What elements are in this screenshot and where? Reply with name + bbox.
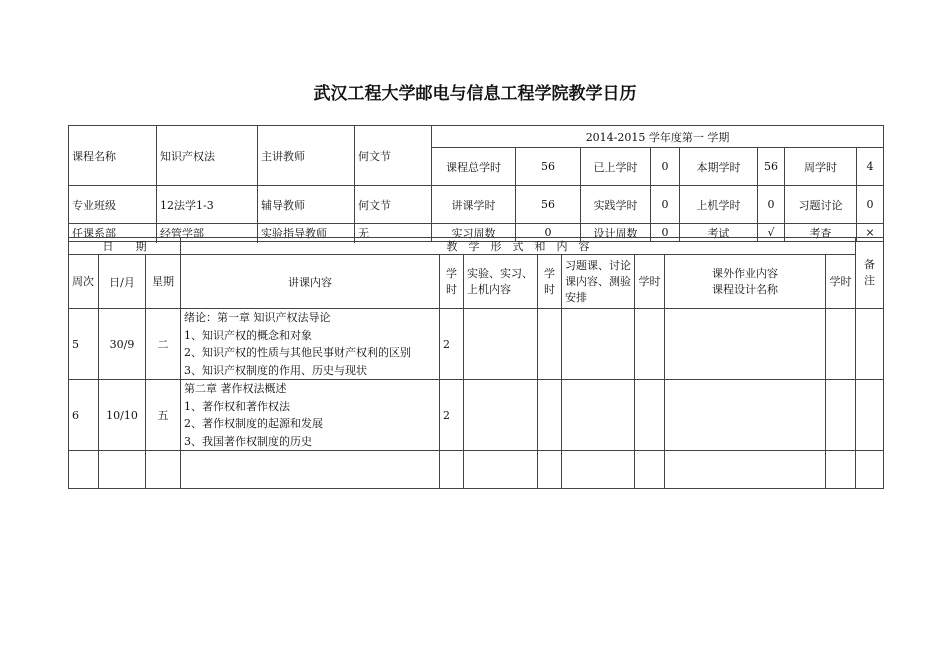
row-date: 30/9 <box>99 309 146 380</box>
col-lab-hours: 学时 <box>538 255 562 309</box>
row-lecture-content <box>181 309 440 380</box>
col-homework: 课外作业内容 课程设计名称 <box>665 255 826 309</box>
design-weeks-label: 设计周数 <box>581 224 651 242</box>
row-exercise-hours <box>635 309 665 380</box>
lecture-line: 第二章 著作权法概述 <box>184 382 287 395</box>
empty-cell <box>99 451 146 489</box>
practice-hours-label: 实践学时 <box>581 186 651 224</box>
lecture-line: 1、知识产权的概念和对象 <box>184 328 312 342</box>
col-homework-hours: 学时 <box>826 255 856 309</box>
lecture-hours-label: 讲课学时 <box>432 186 516 224</box>
term-hours: 56 <box>758 148 785 186</box>
row-weekday: 五 <box>146 380 181 451</box>
row-homework <box>665 380 826 451</box>
computer-hours-label: 上机学时 <box>680 186 758 224</box>
tutor: 何文节 <box>355 186 432 224</box>
col-lecture-hours: 学时 <box>440 255 464 309</box>
major-label: 专业班级 <box>69 186 157 224</box>
design-weeks: 0 <box>651 224 680 242</box>
schedule-table <box>68 237 884 489</box>
lecture-line: 绪论：第一章 知识产权法导论 <box>184 311 331 324</box>
course-info-table <box>68 125 884 242</box>
date-header: 日 期 <box>69 238 181 255</box>
col-lab: 实验、实习、上机内容 <box>464 255 538 309</box>
exercise-label: 习题讨论 <box>785 186 857 224</box>
intern-weeks-label: 实习周数 <box>432 224 516 242</box>
course-name: 知识产权法 <box>157 126 258 186</box>
empty-cell <box>562 451 635 489</box>
row-lab-hours <box>538 309 562 380</box>
exam-label: 考试 <box>680 224 758 242</box>
empty-cell <box>856 451 884 489</box>
total-hours-label: 课程总学时 <box>432 148 516 186</box>
dept-label: 任课系部 <box>69 224 157 242</box>
col-lecture: 讲课内容 <box>181 255 440 309</box>
row-lecture-content <box>181 380 440 451</box>
done-hours: 0 <box>651 148 680 186</box>
check: × <box>857 224 884 242</box>
lecture-line: 2、著作权制度的起源和发展 <box>184 417 323 430</box>
lecture-line: 3、我国著作权制度的历史 <box>184 434 312 448</box>
col-weekday: 星期 <box>146 255 181 309</box>
row-note <box>856 380 884 451</box>
computer-hours: 0 <box>758 186 785 224</box>
tutor-label: 辅导教师 <box>258 186 355 224</box>
empty-cell <box>181 451 440 489</box>
exercise: 0 <box>857 186 884 224</box>
row-lab-hours <box>538 380 562 451</box>
empty-cell <box>146 451 181 489</box>
row-homework <box>665 309 826 380</box>
check-label: 考查 <box>785 224 857 242</box>
row-homework-hours <box>826 309 856 380</box>
empty-cell <box>635 451 665 489</box>
lab-teacher-label: 实验指导教师 <box>258 224 355 242</box>
row-hours: 2 <box>440 380 464 451</box>
major: 12法学1-3 <box>157 186 258 224</box>
col-week: 周次 <box>69 255 99 309</box>
col-date: 日/月 <box>99 255 146 309</box>
col-exercise-hours: 学时 <box>635 255 665 309</box>
content-header: 教 学 形 式 和 内 容 <box>181 238 856 255</box>
row-homework-hours <box>826 380 856 451</box>
table-row <box>69 380 884 451</box>
row-week: 6 <box>69 380 99 451</box>
row-note <box>856 309 884 380</box>
table-row <box>69 451 884 489</box>
intern-weeks: 0 <box>516 224 581 242</box>
lecture-line: 1、著作权和著作权法 <box>184 399 290 413</box>
empty-cell <box>464 451 538 489</box>
empty-cell <box>826 451 856 489</box>
lecture-hours: 56 <box>516 186 581 224</box>
row-exercise <box>562 380 635 451</box>
practice-hours: 0 <box>651 186 680 224</box>
row-exercise-hours <box>635 380 665 451</box>
row-lab <box>464 309 538 380</box>
table-row <box>69 309 884 380</box>
row-date: 10/10 <box>99 380 146 451</box>
page-title: 武汉工程大学邮电与信息工程学院教学日历 <box>313 84 637 104</box>
lecture-line: 3、知识产权制度的作用、历史与现状 <box>184 363 367 377</box>
row-week: 5 <box>69 309 99 380</box>
total-hours: 56 <box>516 148 581 186</box>
weekly-hours: 4 <box>857 148 884 186</box>
row-hours: 2 <box>440 309 464 380</box>
lecture-line: 2、知识产权的性质与其他民事财产权利的区别 <box>184 346 411 359</box>
lecturer-label: 主讲教师 <box>258 126 355 186</box>
empty-cell <box>69 451 99 489</box>
course-name-label: 课程名称 <box>69 126 157 186</box>
empty-cell <box>538 451 562 489</box>
row-weekday: 二 <box>146 309 181 380</box>
col-note: 备注 <box>856 238 884 309</box>
done-hours-label: 已上学时 <box>581 148 651 186</box>
empty-cell <box>440 451 464 489</box>
row-exercise <box>562 309 635 380</box>
dept: 经管学部 <box>157 224 258 242</box>
col-exercise: 习题课、讨论课内容、测验安排 <box>562 255 635 309</box>
lecturer: 何文节 <box>355 126 432 186</box>
term-hours-label: 本期学时 <box>680 148 758 186</box>
row-lab <box>464 380 538 451</box>
weekly-hours-label: 周学时 <box>785 148 857 186</box>
lab-teacher: 无 <box>355 224 432 242</box>
empty-cell <box>665 451 826 489</box>
term: 2014-2015 学年度第一 学期 <box>432 126 884 148</box>
exam: √ <box>758 224 785 242</box>
